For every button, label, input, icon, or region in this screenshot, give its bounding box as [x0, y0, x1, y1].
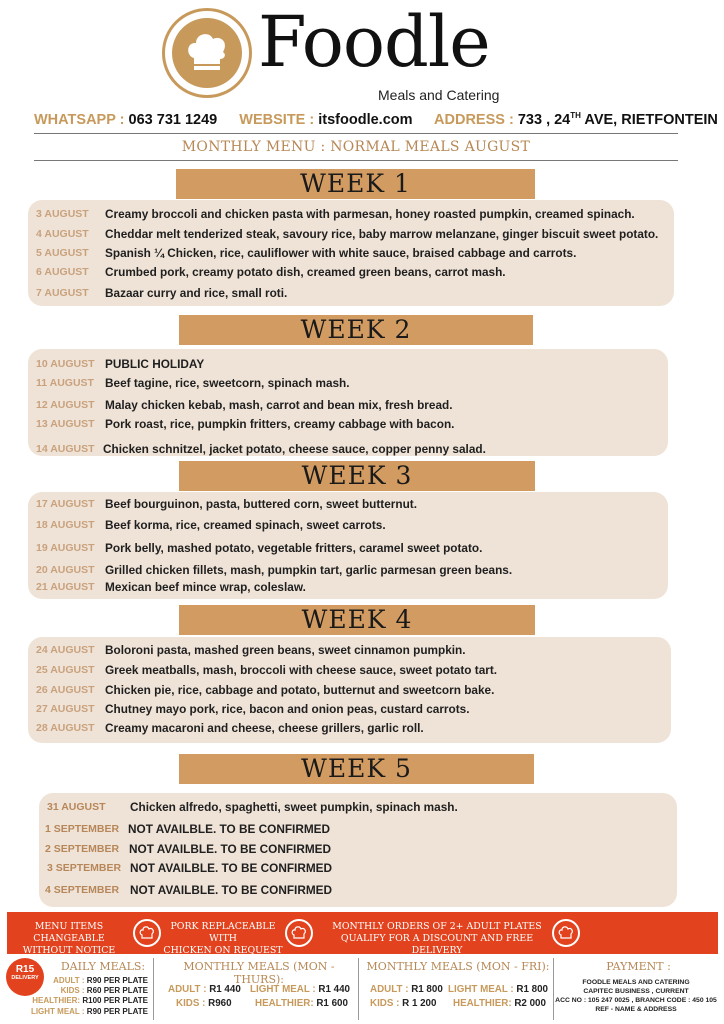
price-row: KIDS : R960 — [176, 998, 232, 1009]
notice-pork: PORK REPLACEABLE WITH CHICKEN ON REQUEST — [163, 921, 283, 956]
price-row: LIGHT MEAL : R1 800 — [448, 984, 548, 995]
mon-thurs-title: MONTHLY MEALS (MON - THURS): — [183, 960, 335, 986]
website-link[interactable]: itsfoodle.com — [318, 111, 413, 128]
chef-hat-icon — [184, 28, 230, 76]
price-row: HEALTHIER: R100 PER PLATE — [32, 996, 148, 1005]
price-row: HEALTHIER: R1 600 — [255, 998, 348, 1009]
daily-meals-title: DAILY MEALS: — [60, 960, 146, 973]
mon-fri-title: MONTHLY MEALS (MON - FRI): — [366, 960, 550, 973]
week-title: WEEK 1 — [176, 169, 535, 199]
price-row: KIDS : R 1 200 — [370, 998, 437, 1009]
whatsapp-label: WHATSAPP : — [34, 111, 125, 128]
price-row: ADULT : R1 440 — [168, 984, 241, 995]
price-row: LIGHT MEAL : R90 PER PLATE — [30, 1007, 148, 1016]
brand-name: Foodle — [258, 1, 490, 83]
chef-hat-icon — [552, 919, 580, 947]
delivery-badge: R15 DELIVERY — [6, 958, 44, 996]
menu-title: MONTHLY MENU : NORMAL MEALS AUGUST — [181, 139, 531, 155]
divider — [34, 160, 678, 161]
payment-line: FOODLE MEALS AND CATERING — [582, 979, 690, 986]
price-row: KIDS : R60 PER PLATE — [60, 986, 148, 995]
payment-line: ACC NO : 105 247 0025 , BRANCH CODE : 450 105 — [555, 997, 717, 1004]
week-title: WEEK 3 — [179, 461, 535, 491]
price-row: HEALTHIER: R2 000 — [453, 998, 546, 1009]
address-value: 733 , 24TH AVE, RIETFONTEIN — [517, 111, 718, 128]
divider — [153, 958, 154, 1020]
price-row: ADULT : R1 800 — [370, 984, 443, 995]
payment-title: PAYMENT : — [606, 960, 671, 973]
notice-band — [7, 912, 718, 954]
payment-line: REF - NAME & ADDRESS — [595, 1006, 677, 1013]
notice-orders: MONTHLY ORDERS OF 2+ ADULT PLATES QUALIFY FOR A DISCOUNT AND FREE DELIVERY — [332, 921, 542, 956]
chef-hat-icon — [285, 919, 313, 947]
chef-hat-icon — [133, 919, 161, 947]
address-label: ADDRESS : — [434, 111, 514, 128]
whatsapp-number[interactable]: 063 731 1249 — [128, 111, 218, 128]
price-row: LIGHT MEAL : R1 440 — [250, 984, 350, 995]
week-title: WEEK 2 — [179, 315, 533, 345]
notice-changeable: MENU ITEMS CHANGEABLE WITHOUT NOTICE — [22, 921, 116, 956]
divider — [34, 133, 678, 134]
brand-tagline: Meals and Catering — [378, 87, 500, 103]
website-label: WEBSITE : — [239, 111, 315, 128]
payment-line: CAPITEC BUSINESS , CURRENT — [583, 988, 689, 995]
week-title: WEEK 4 — [179, 605, 535, 635]
contact-line — [34, 111, 718, 128]
week-title: WEEK 5 — [179, 754, 534, 784]
brand-logo — [162, 8, 252, 98]
divider — [358, 958, 359, 1020]
price-row: ADULT : R90 PER PLATE — [53, 976, 148, 985]
